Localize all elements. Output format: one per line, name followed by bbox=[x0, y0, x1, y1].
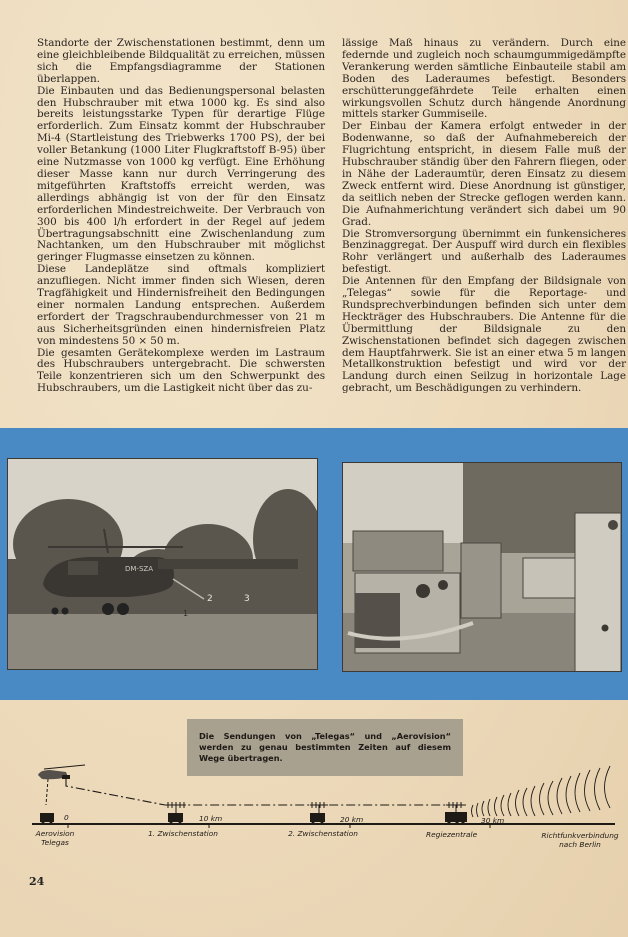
registration-label: DM-SZA bbox=[125, 565, 153, 573]
article-right-column bbox=[342, 38, 626, 395]
station-label-richtfunk bbox=[540, 831, 620, 849]
vehicle-icons bbox=[40, 812, 467, 824]
antenna-icons bbox=[166, 802, 466, 813]
paragraph: Die Einbauten und das Bedienungspersonal belasten den Hubschrauber mit etwa 1000 kg. Es sind also bereits leistungsstarke Typen für derartige Flüge erforderlich. Zum Einsatz kommt der Hubschrauber Mi-4 (Startleistung des Triebwerks 1700 PS), der bei voller Betankung (1000 Liter Flugkraftstoff B-95) über eine Nutzmasse von 1000 kg verfügt. Eine Erhöhung dieser Masse kann nur durch Verringerung des mitgeführten Kraftstoffs erreicht werden, was allerdings abhängig ist von der für den Einsatz erforderlichen Mindestreichweite. Der Verbrauch von 300 bis 400 l/h erfordert in der Regel auf jedem Übertragungsabschnitt eine Zwischenlandung zum Nachtanken, um den Hubschrauber mit möglichst geringer Flugmasse einsetzen zu können. bbox=[37, 84, 325, 264]
marker-3: 3 bbox=[244, 594, 250, 604]
station-label-regiezentrale: Regiezentrale bbox=[426, 830, 478, 839]
station-label-aerovision bbox=[30, 829, 80, 847]
station-label-line: nach Berlin bbox=[559, 840, 601, 849]
page-number: 24 bbox=[29, 875, 45, 888]
distance-label-0: 0 bbox=[64, 813, 69, 822]
helicopter-icon bbox=[38, 765, 85, 779]
station-label-2-zwischenstation: 2. Zwischenstation bbox=[288, 829, 358, 838]
equipment-photo bbox=[342, 462, 622, 672]
paragraph: Die Stromversorgung übernimmt ein funkensicheres Benzinaggregat. Der Auspuff wird durch ein flexibles Rohr verlängert und außerhalb des Laderaumes befestigt. bbox=[342, 227, 626, 276]
station-label-line: Telegas bbox=[41, 838, 69, 847]
station-label-1-zwischenstation: 1. Zwischenstation bbox=[148, 829, 218, 838]
station-label-line: Richtfunkverbindung bbox=[541, 831, 619, 840]
transmission-route-diagram bbox=[0, 755, 628, 855]
marker-2: 2 bbox=[207, 594, 213, 604]
station-label-line: Aerovision bbox=[35, 829, 75, 838]
article-left-column bbox=[37, 38, 325, 395]
helicopter-photo bbox=[7, 458, 318, 670]
uplink-line bbox=[46, 779, 48, 805]
equipment-illustration bbox=[343, 463, 622, 672]
helicopter-illustration bbox=[8, 459, 318, 670]
radio-waves-icon bbox=[472, 766, 611, 817]
relay-link-line bbox=[66, 779, 465, 805]
distance-label-10km: 10 km bbox=[199, 814, 223, 823]
marker-1: 1 bbox=[183, 609, 189, 618]
paragraph: Standorte der Zwischenstationen bestimmt, denn um eine gleichbleibende Bildqualität zu erreichen, müssen sich die Empfangsdiagramme der Stationen überlappen. bbox=[37, 37, 325, 85]
distance-label-30km: 30 km bbox=[481, 816, 505, 825]
paragraph: lässige Maß hinaus zu verändern. Durch eine federnde und zugleich noch schaumgummigedämpfte Verankerung werden sämtliche Einbauteile stabil am Boden des Laderaumes befestigt. Besonders erschütterunggefährdete Teile erhalten einen wirkungsvollen Schutz durch hängende Anordnung mittels starker Gummiseile. bbox=[342, 37, 626, 121]
distance-label-20km: 20 km bbox=[340, 815, 364, 824]
paragraph: Die Antennen für den Empfang der Bildsignale von „Telegas“ sowie für die Reportage- und Rundsprechverbindungen befinden sich unter dem Heckträger des Hubschraubers. Die Antenne für die Übermittlung der Bildsignale zu den Zwischenstationen befindet sich dagegen zwischen dem Hauptfahrwerk. Sie ist an einer etwa 5 m langen Metallkonstruktion befestigt und wird vor der Landung durch einen Seilzug in horizontale Lage gebracht, um Beschädigungen zu verhindern. bbox=[342, 275, 626, 395]
diagram-caption: Die Sendungen von „Telegas“ und „Aerovision“ werden zu genau bestimmten Zeiten auf diesem Wege übertragen. bbox=[187, 719, 463, 776]
paragraph: Die gesamten Gerätekomplexe werden im Lastraum des Hubschraubers untergebracht. Die schwersten Teile konzentrieren sich um den Schwerpunkt des Hubschraubers, um die Lastigkeit nicht über das zu- bbox=[37, 346, 325, 395]
paragraph: Der Einbau der Kamera erfolgt entweder in der Bodenwanne, so daß der Aufnahmebereich der Flugrichtung entspricht, in diesem Falle muß der Hubschrauber ständig über den Fahrern fliegen, oder in Nähe der Laderaumtür, deren Einsatz zu diesem Zweck entfernt wird. Diese Anordnung ist günstiger, da seitlich neben der Strecke geflogen werden kann. Die Aufnahmerichtung verändert sich dabei um 90 Grad. bbox=[342, 120, 626, 228]
paragraph: Diese Landeplätze sind oftmals kompliziert anzufliegen. Nicht immer finden sich Wiesen, deren Tragfähigkeit und Hindernisfreiheit den Bedingungen einer normalen Landung entsprechen. Außerdem erfordert der Tragschraubendurchmesser von 21 m aus Sicherheitsgründen einen hindernisfreien Platz von mindestens 50 × 50 m. bbox=[37, 263, 325, 347]
